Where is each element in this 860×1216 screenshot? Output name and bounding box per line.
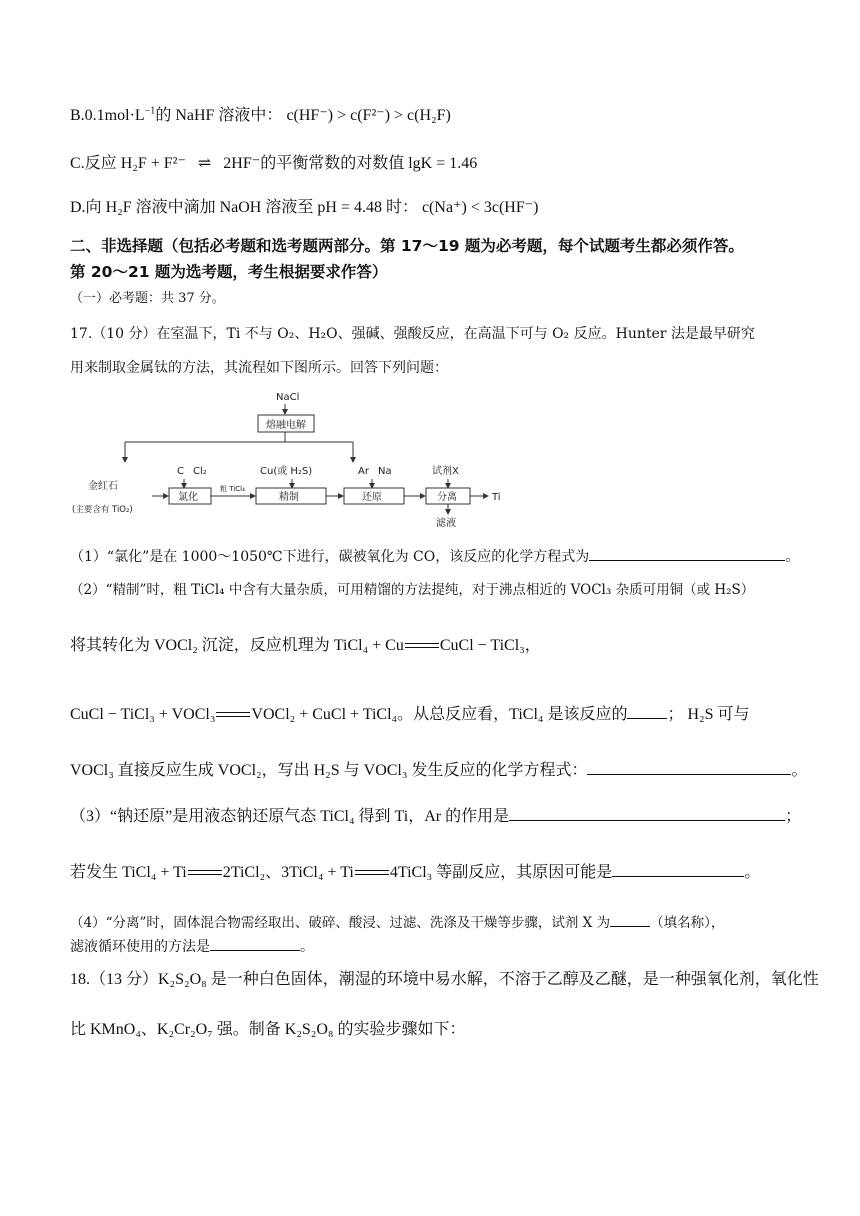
section-subheading: （一）必考题：共 37 分。: [70, 291, 225, 306]
section-heading-1: 二、非选择题（包括必考题和选考题两部分。第 17～19 题为必考题，每个试题考生都必须作答。: [70, 237, 744, 255]
answer-blank[interactable]: [587, 760, 791, 775]
answer-blank[interactable]: [589, 546, 785, 561]
flow-nacl: NaCl: [276, 392, 300, 403]
q17-part1: （1）“氯化”是在 1000～1050℃下进行，碳被氧化为 CO，该反应的化学方程式为 。: [70, 546, 810, 567]
section-heading-2: 第 20～21 题为选考题，考生根据要求作答）: [70, 263, 388, 281]
q17-part4-a: （4）“分离”时，固体混合物需经取出、破碎、酸浸、过滤、洗涤及干燥等步骤，试剂 X 为 （填名称），: [70, 912, 810, 933]
q17-part3-b: 若发生 TiCl₄ + Ti 2TiCl₂、3TiCl₄ + Ti 4TiCl₃ 等副反应，其原因可能是 。: [70, 864, 761, 881]
equals-sign: [216, 710, 250, 720]
flow-crude: 粗 TiCl₄: [220, 485, 245, 493]
answer-blank[interactable]: [612, 862, 744, 877]
answer-blank[interactable]: [509, 806, 785, 821]
q17-intro-2: 用来制取金属钛的方法，其流程如下图所示。回答下列问题：: [70, 360, 448, 376]
q17-part2-c: CuCl − TiCl₃ + VOCl₃ VOCl₂ + CuCl + TiCl₄。从总反应看，TiCl₄ 是该反应的 ； H₂S 可与: [70, 706, 750, 723]
flow-cu: Cu(或 H₂S): [260, 466, 313, 477]
q18-intro-1: 18.（13 分）K₂S₂O₈ 是一种白色固体，潮湿的环境中易水解，不溶于乙醇及乙醚，是一种强氧化剂，氧化性: [70, 971, 819, 988]
equals-sign: [405, 641, 439, 651]
option-c: C.反应 H₂F + F²⁻ ⇌ 2HF⁻的平衡常数的对数值 lgK = 1.46: [70, 155, 478, 172]
q17-intro-1: 17.（10 分）在室温下，Ti 不与 O₂、H₂O、强碱、强酸反应，在高温下可与 O₂ 反应。Hunter 法是最早研究: [70, 326, 755, 342]
q18-intro-2: 比 KMnO₄、K₂Cr₂O₇ 强。制备 K₂S₂O₈ 的实验步骤如下：: [70, 1021, 466, 1038]
equals-sign: [355, 868, 389, 878]
flow-filtrate: 滤液: [436, 518, 456, 529]
q17-part4-b: 滤液循环使用的方法是 。: [70, 936, 810, 957]
flow-c: C: [177, 466, 184, 477]
flow-ti: Ti: [492, 492, 501, 503]
answer-blank[interactable]: [210, 936, 300, 951]
option-b: $B.0.1mol\cdot L^{-1}$的 NaHF 溶液中： c(HF⁻) > c(F²⁻) > c(H₂F): [70, 105, 451, 124]
flow-ore: 金红石: [88, 481, 118, 492]
process-flowchart: [70, 384, 530, 530]
flow-refine: 精制: [279, 492, 299, 503]
flow-chlorinate: 氯化: [178, 492, 198, 503]
option-d: D.向 H₂F 溶液中滴加 NaOH 溶液至 pH = 4.48 时： c(Na⁺) < 3c(HF⁻): [70, 199, 539, 216]
equals-sign: [188, 868, 222, 878]
flow-ar: Ar: [358, 466, 369, 477]
answer-blank[interactable]: [610, 912, 650, 927]
flow-reagent-x: 试剂X: [432, 466, 459, 477]
q17-part2-a: （2）“精制”时，粗 TiCl₄ 中含有大量杂质，可用精馏的方法提纯，对于沸点相近的 VOCl₃ 杂质可用铜（或 H₂S）: [70, 582, 755, 598]
flow-ore-note: (主要含有 TiO₂): [72, 505, 133, 515]
flow-reduce: 还原: [362, 492, 382, 503]
flow-na: Na: [378, 466, 392, 477]
flow-separate: 分离: [437, 492, 457, 503]
q17-part2-d: VOCl₃ 直接反应生成 VOCl₂，写出 H₂S 与 VOCl₃ 发生反应的化学方程式： 。: [70, 762, 808, 779]
q17-part3-a: （3）“钠还原”是用液态钠还原气态 TiCl₄ 得到 Ti，Ar 的作用是 ；: [70, 808, 802, 825]
q17-part2-b: 将其转化为 VOCl₂ 沉淀，反应机理为 TiCl₄ + Cu CuCl − TiCl₃，: [70, 637, 541, 654]
flow-electrolysis: 熔融电解: [266, 420, 306, 431]
flow-cl2: Cl₂: [193, 466, 207, 477]
answer-blank[interactable]: [627, 704, 667, 719]
